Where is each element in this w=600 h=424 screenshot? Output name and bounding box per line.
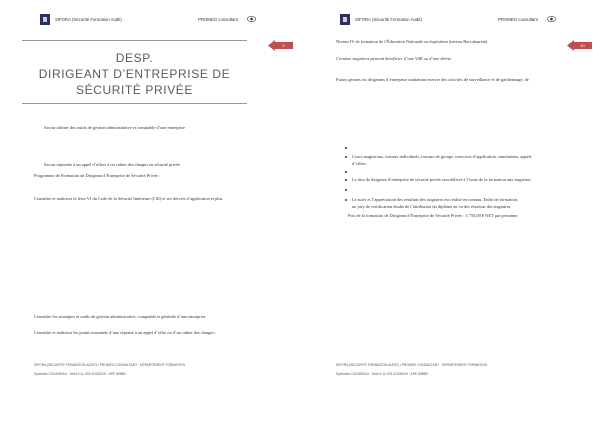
paragraph-points-essentiels: Connaître et maîtriser les points essentiels d’une réponse à un appel d’offre ou d’un cahier des charges : (34, 330, 217, 335)
bullet-item-6-continued: un jury de certification étudie de l’attribution du diplôme au vu des résultats des stagiaires. (352, 204, 512, 209)
paragraph-programme: Programme de Formation de Dirigeant d’Entreprise de Sécurité Privée : (34, 173, 161, 178)
bullet-dot (345, 189, 347, 191)
title-bottom-rule (22, 103, 247, 104)
price-paragraph: Prix de la formation de Dirigeant d’Entreprise de Sécurité Privée : 3 750,00 € NET par personne. (348, 213, 519, 218)
page-number: 9 (282, 43, 285, 48)
title-top-rule (22, 40, 247, 41)
header-org: SIFORA (Sécurité Formation Audit) (355, 17, 422, 22)
paragraph-appel-offres: Savoir répondre à un appel d’offres à un cahier des charges en sécurité privée (44, 162, 181, 167)
paragraph-futurs-gerants: Futurs gérants ou dirigeants d’entreprise souhaitant exercer des activités de surveillance et de gardiennage, de (336, 77, 529, 82)
footer-line-2: Sylvestre COUSSEAU · Siret 5 11 475 01400029 · APE 8559B · (34, 372, 128, 376)
right-page (300, 0, 600, 424)
header-org: SIFORA (Sécurité Formation Audit) (55, 17, 122, 22)
footer-line-1: SIFORA (SECURITE FORMATION AUDIT) / PROMEO CONSULTANT · DEPARTEMENT FORMATION (336, 363, 487, 367)
bullet-dot (345, 171, 347, 173)
page-number-badge (567, 40, 592, 51)
title-line-3: SÉCURITÉ PRIVÉE (75, 83, 194, 97)
bullet-dot (345, 147, 347, 149)
paragraph-vae: Certains stagiaires peuvent bénéficier d’une VAE ou d’une dérive (336, 56, 452, 61)
page-number: 10 (580, 43, 585, 48)
paragraph-gestion: Savoir utiliser des outils de gestion administrative et comptable d’une entreprise (44, 125, 185, 130)
bullet-dot (345, 156, 347, 158)
bullet-dot (345, 179, 347, 181)
bullet-item-2-continued: d’offres. (352, 161, 367, 166)
header-consultant: PROMEO consultant (198, 17, 238, 22)
title-line-1: DESP. (115, 51, 154, 65)
eye-icon (247, 16, 256, 22)
paragraph-livre-vi: Connaître et maîtriser le livre VI du Code de la Sécurité Intérieure (CSI) et ses décrets d’application et plus (34, 196, 223, 201)
footer-line-2: Sylvestre COUSSEAU · Siret 5 11 475 01400029 · APE 8559B · (336, 372, 430, 376)
page-number-badge (268, 40, 293, 51)
title-line-2: DIRIGEANT D’ENTREPRISE DE (38, 67, 231, 81)
bullet-item-2: Cours magistraux, travaux individuels, travaux de groupe, exercices d’application, simulations, appels (352, 154, 532, 159)
bullet-item-6: Le suivi et l’appréciation des résultats des stagiaires est réalisé en continu. Enfin de formation, (352, 197, 519, 202)
footer-line-1: SIFORA (SECURITE FORMATION AUDIT) / PROMEO CONSULTANT · DEPARTEMENT FORMATION (34, 363, 185, 367)
eye-icon (547, 16, 556, 22)
bullet-item-4: Le titre de dirigeant d’entreprise de sécurité privée sera délivré à l’issue de la formation aux stagiaires (352, 177, 531, 182)
paragraph-strategies: Connaître les stratégies et outils de gestion administrative, comptable et générale d’une entreprise (34, 314, 206, 319)
sifora-logo-icon (40, 14, 50, 25)
paragraph-niveau: Niveau IV de formation de l’Éducation Nationale ou équivalent (niveau Baccalauréat) (336, 39, 488, 44)
header-consultant: PROMEO consultant (498, 17, 538, 22)
bullet-dot (345, 199, 347, 201)
sifora-logo-icon (340, 14, 350, 25)
